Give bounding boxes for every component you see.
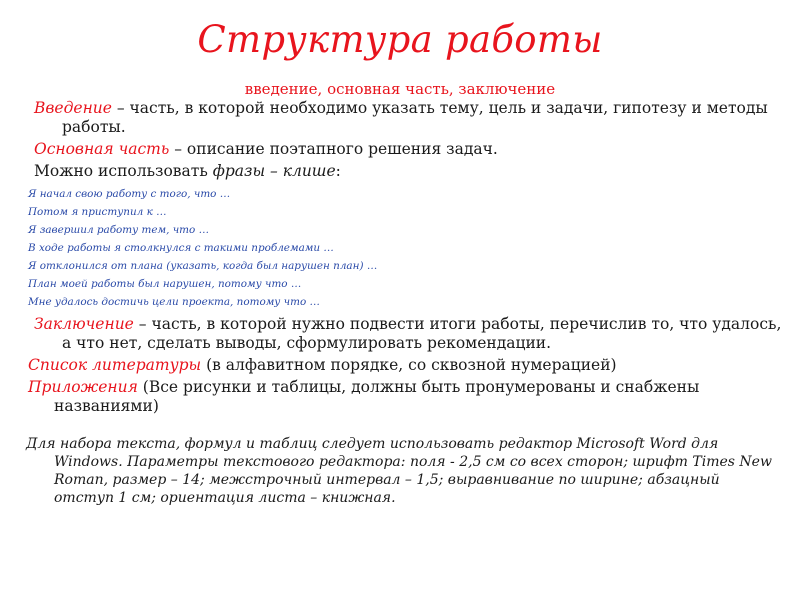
slide-subtitle: введение, основная часть, заключение [244, 80, 556, 98]
formatting-note: Для набора текста, формул и таблиц следует использовать редактор Microsoft Word для Windows. Параметры текстового редактора: поля - 2,5 см со всех сторон; шрифт Times New Roman, размер – 14; межстрочный интервал – 1,5; выравнивание по ширине; абзацный отступ 1 см; ориентация листа – книжная. [26, 436, 772, 506]
phrases-intro-paragraph [24, 162, 784, 181]
phrase-item: В ходе работы я столкнулся с такими проблемами … [28, 242, 334, 254]
main-part-paragraph [24, 140, 784, 159]
phrase-list [28, 185, 784, 311]
phrase-item: План моей работы был нарушен, потому что … [28, 278, 302, 290]
intro-paragraph [24, 99, 784, 137]
slide-content [24, 99, 784, 507]
phrases-intro-emphasis: фразы – клише [212, 162, 336, 180]
main-part-text: – описание поэтапного решения задач. [169, 140, 498, 158]
intro-text: – часть, в которой необходимо указать тему, цель и задачи, гипотезу и методы работы. [62, 99, 768, 136]
conclusion-text: – часть, в которой нужно подвести итоги работы, перечислив то, что удалось, а что нет, сделать выводы, сформулировать рекомендации. [62, 315, 782, 352]
references-paragraph [24, 356, 784, 375]
conclusion-paragraph [24, 315, 784, 353]
phrase-item: Мне удалось достичь цели проекта, потому что … [28, 296, 320, 308]
appendix-paragraph [24, 378, 784, 416]
appendix-term: Приложения [28, 378, 138, 396]
main-part-term: Основная часть [34, 140, 170, 158]
phrase-item: Потом я приступил к … [28, 206, 167, 218]
slide-title: Структура работы [197, 18, 603, 61]
conclusion-term: Заключение [34, 315, 134, 333]
phrase-item: Я начал свою работу с того, что … [28, 188, 231, 200]
phrase-item: Я отклонился от плана (указать, когда был нарушен план) … [28, 260, 378, 272]
intro-term: Введение [34, 99, 112, 117]
appendix-text: (Все рисунки и таблицы, должны быть пронумерованы и снабжены названиями) [54, 378, 700, 415]
phrases-intro-suffix: : [335, 162, 341, 180]
spacer [24, 416, 784, 435]
references-term: Список литературы [28, 356, 202, 374]
references-text: (в алфавитном порядке, со сквозной нумерацией) [201, 356, 617, 374]
phrases-intro-prefix: Можно использовать [34, 162, 213, 180]
phrase-item: Я завершил работу тем, что … [28, 224, 209, 236]
